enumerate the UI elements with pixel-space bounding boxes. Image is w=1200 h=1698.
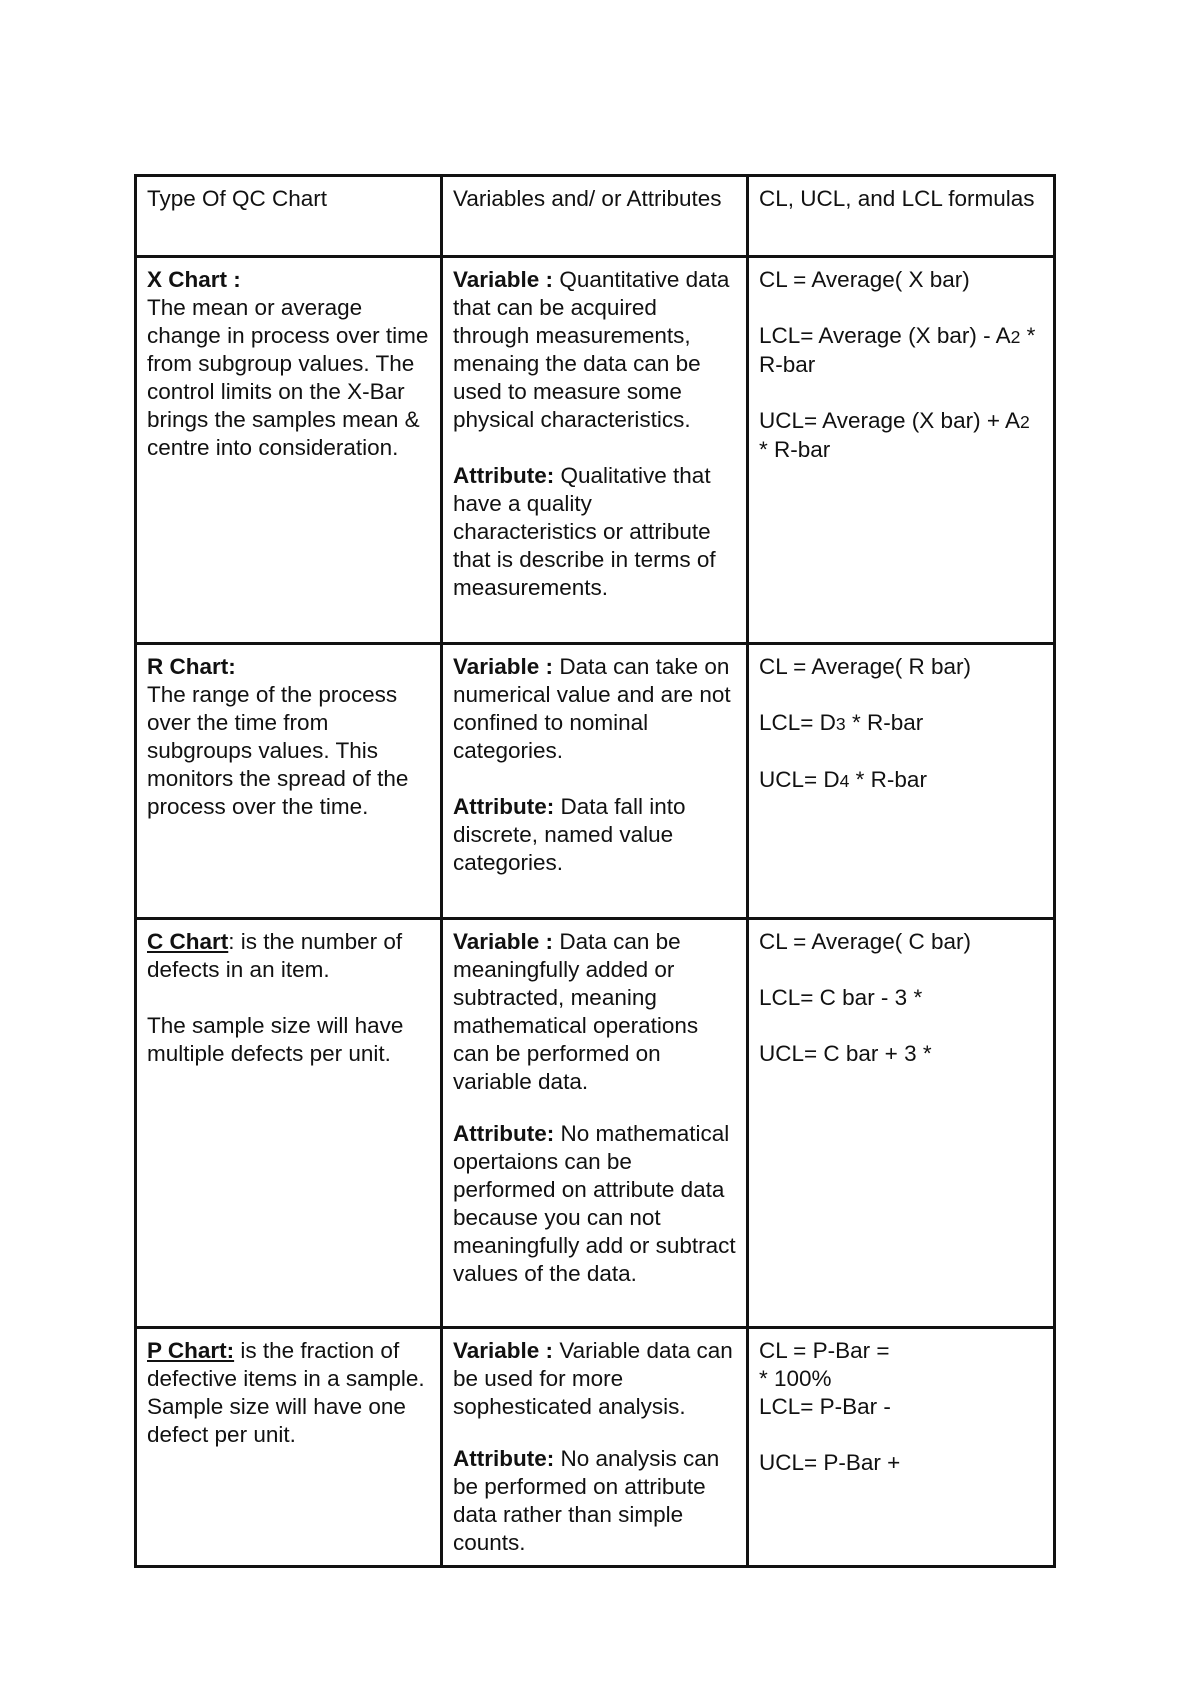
x-chart-label: X Chart : <box>147 267 241 292</box>
variable-text: Variable data can be used for more sophesticated analysis. <box>453 1338 733 1419</box>
lcl-formula <box>759 322 1044 379</box>
p-chart-description <box>147 1337 431 1393</box>
cl-formula: CL = P-Bar = <box>759 1338 890 1363</box>
c-chart-sample-note: The sample size will have multiple defects per unit. <box>147 1013 404 1066</box>
ucl-formula-tail: * R-bar <box>849 767 927 792</box>
ucl-formula <box>759 407 1044 464</box>
c-chart-description <box>147 928 431 984</box>
attribute-text: Data fall into discrete, named value categories. <box>453 794 686 875</box>
lcl-formula-tail: * R-bar <box>759 323 1036 377</box>
ucl-formula-tail: * R-bar <box>759 437 831 462</box>
header-formulas: CL, UCL, and LCL formulas <box>748 176 1055 257</box>
variable-label: Variable : <box>453 1338 554 1363</box>
p-chart-label: P Chart: <box>147 1338 235 1363</box>
p-chart-variable-paragraph <box>453 1337 737 1421</box>
attribute-label: Attribute: <box>453 463 555 488</box>
r-chart-label: R Chart: <box>147 654 236 679</box>
variable-label: Variable : <box>453 654 554 679</box>
x-chart-description: The mean or average change in process over time from subgroup values. The control limits on the X-Bar brings the samples mean & centre into consideration. <box>147 295 429 460</box>
lcl-formula-text: LCL= D <box>759 710 836 735</box>
lcl-formula <box>759 709 1044 738</box>
lcl-formula-text: LCL= Average (X bar) - A <box>759 323 1011 348</box>
ucl-formula-symbol: A <box>1004 408 1020 433</box>
lcl-formula: LCL= P-Bar - <box>759 1394 891 1419</box>
ucl-formula-text: UCL= Average (X bar) + <box>759 408 1005 433</box>
attribute-label: Attribute: <box>453 794 555 819</box>
r-chart-description: The range of the process over the time from subgroups values. This monitors the spread of the process over the time. <box>147 682 409 819</box>
ucl-formula <box>759 766 1044 795</box>
c-chart-variables-cell <box>442 919 748 1328</box>
ucl-formula: UCL= C bar + 3 * <box>759 1041 932 1066</box>
r-chart-variables-cell <box>442 644 748 919</box>
r-chart-attribute-paragraph <box>453 793 737 877</box>
attribute-label: Attribute: <box>453 1121 555 1146</box>
attribute-text: No analysis can be performed on attribute data rather than simple counts. <box>453 1446 720 1555</box>
qc-chart-table <box>134 174 1056 1568</box>
variable-text: Quantitative data that can be acquired through measurements, menaing the data can be used to measure some physical characteristics. <box>453 267 730 432</box>
table-row <box>136 644 1055 919</box>
ucl-subscript: 4 <box>839 771 850 791</box>
lcl-subscript: 2 <box>1010 327 1021 347</box>
x-chart-attribute-paragraph <box>453 462 737 602</box>
c-chart-attribute-paragraph <box>453 1120 737 1288</box>
x-chart-variables-cell <box>442 257 748 644</box>
cl-formula: CL = Average( X bar) <box>759 267 970 292</box>
p-chart-description-cell <box>136 1328 442 1567</box>
p-chart-variables-cell <box>442 1328 748 1567</box>
table-row <box>136 257 1055 644</box>
c-chart-description-cell <box>136 919 442 1328</box>
p-chart-text: is the fraction of defective items in a sample. <box>147 1338 425 1391</box>
p-chart-sample-note: Sample size will have one defect per unit. <box>147 1394 406 1447</box>
ucl-formula: UCL= P-Bar + <box>759 1450 901 1475</box>
r-chart-variable-paragraph <box>453 653 737 765</box>
cl-formula-continued: * 100% <box>759 1366 832 1391</box>
x-chart-variable-paragraph <box>453 266 737 434</box>
c-chart-variable-paragraph <box>453 928 737 1096</box>
lcl-subscript: 3 <box>835 714 846 734</box>
variable-text: Data can take on numerical value and are not confined to nominal categories. <box>453 654 731 763</box>
header-variables-attributes: Variables and/ or Attributes <box>442 176 748 257</box>
x-chart-description-cell <box>136 257 442 644</box>
table-row <box>136 919 1055 1328</box>
c-chart-label: C Chart <box>147 929 229 954</box>
variable-label: Variable : <box>453 267 554 292</box>
cl-formula: CL = Average( C bar) <box>759 929 971 954</box>
p-chart-attribute-paragraph <box>453 1445 737 1557</box>
ucl-formula-text: UCL= D <box>759 767 840 792</box>
header-chart-type: Type Of QC Chart <box>136 176 442 257</box>
attribute-text: Qualitative that have a quality characteristics or attribute that is describe in terms of measurements. <box>453 463 716 600</box>
r-chart-description-cell <box>136 644 442 919</box>
lcl-formula-tail: * R-bar <box>845 710 924 735</box>
lcl-formula: LCL= C bar - 3 * <box>759 985 923 1010</box>
c-chart-formulas-cell <box>748 919 1055 1328</box>
ucl-subscript: 2 <box>1020 412 1030 432</box>
r-chart-formulas-cell <box>748 644 1055 919</box>
cl-formula: CL = Average( R bar) <box>759 654 971 679</box>
variable-label: Variable : <box>453 929 554 954</box>
variable-text: Data can be meaningfully added or subtracted, meaning mathematical operations can be performed on variable data. <box>453 929 699 1094</box>
attribute-text: No mathematical opertaions can be performed on attribute data because you can not meaningfully add or subtract values of the data. <box>453 1121 736 1286</box>
c-chart-text: : is the number of defects in an item. <box>147 929 403 982</box>
table-header-row <box>136 176 1055 257</box>
attribute-label: Attribute: <box>453 1446 555 1471</box>
x-chart-formulas-cell <box>748 257 1055 644</box>
table-row <box>136 1328 1055 1567</box>
p-chart-formulas-cell <box>748 1328 1055 1567</box>
